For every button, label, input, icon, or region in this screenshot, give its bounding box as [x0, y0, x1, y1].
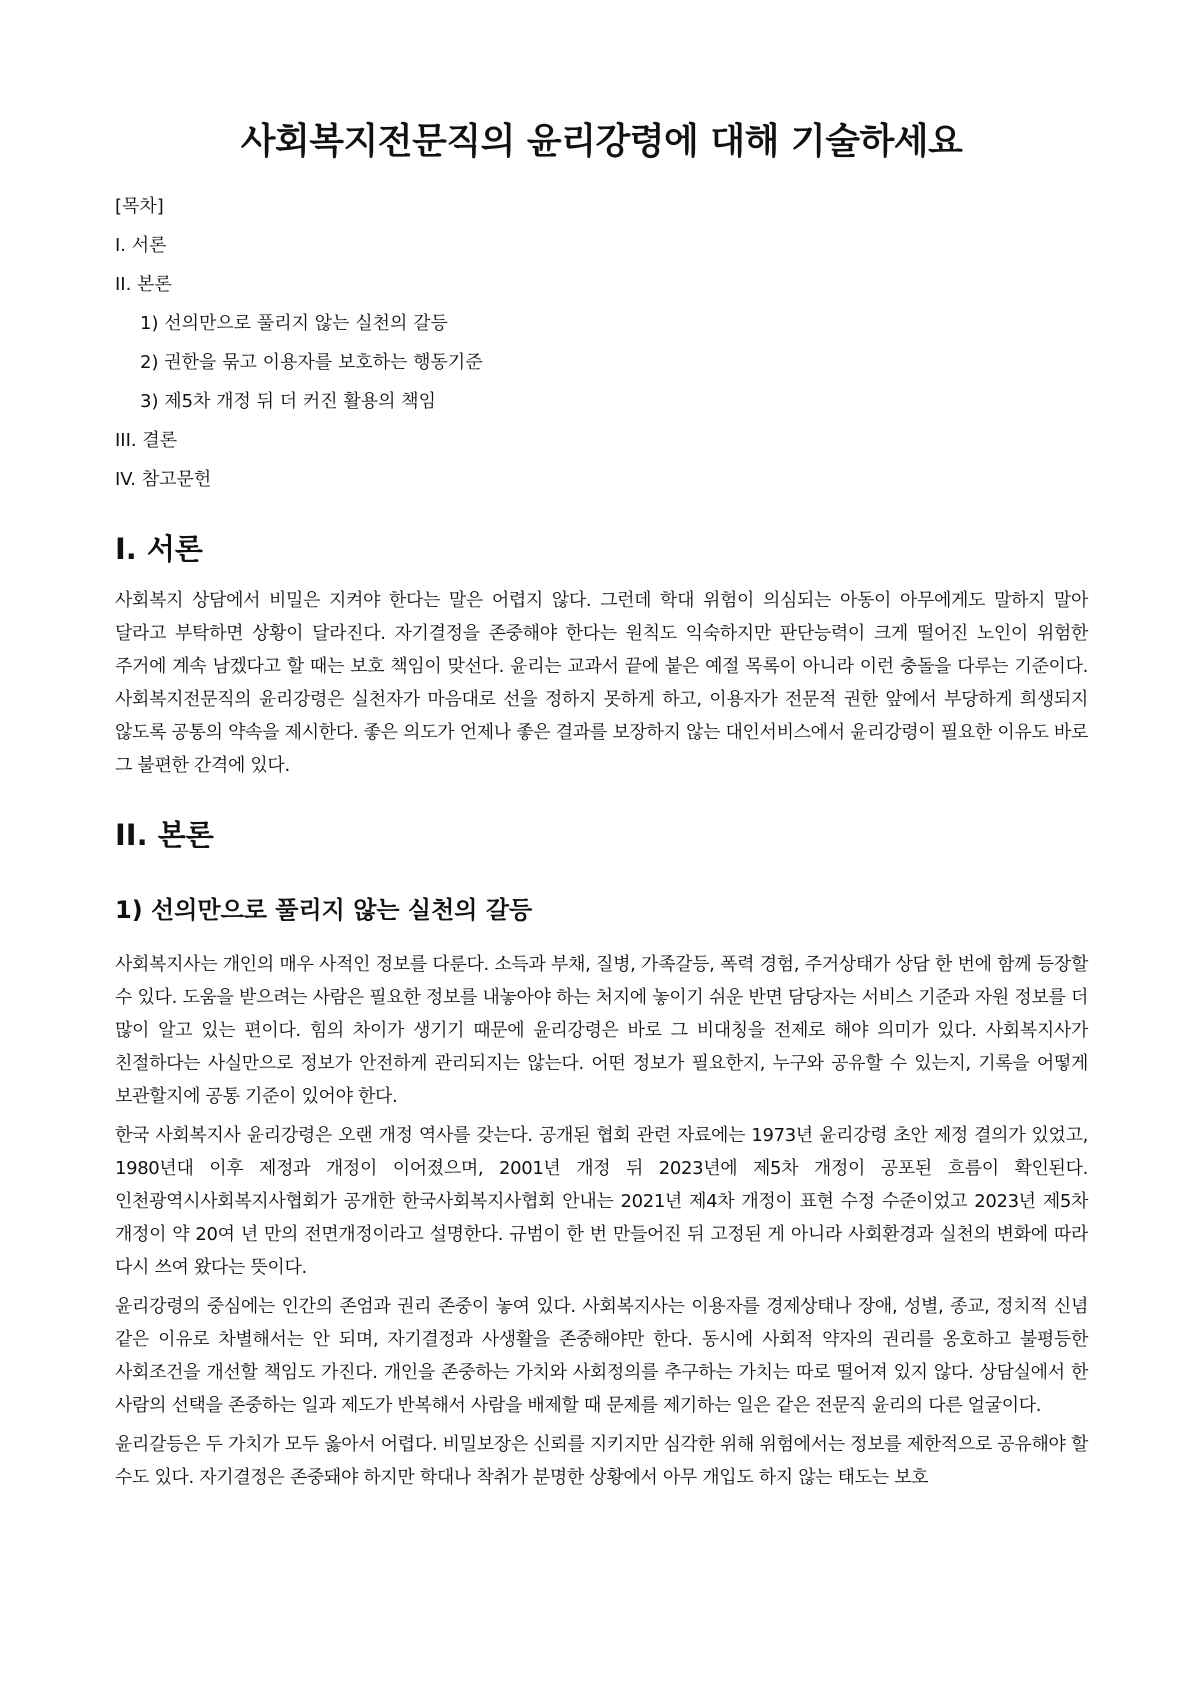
toc-item-body-1: 1) 선의만으로 풀리지 않는 실천의 갈등 — [140, 313, 448, 334]
body-paragraph-1: 사회복지사는 개인의 매우 사적인 정보를 다룬다. 소득과 부채, 질병, 가족갈등, 폭력 경험, 주거상태가 상담 한 번에 함께 등장할 수 있다. 도움을 받으려는 사람은 필요한 정보를 내놓아야 하는 처지에 놓이기 쉬운 반면 담당자는 서비스 기준과 자원 정보를 더 많이 알고 있는 편이다. 힘의 차이가 생기기 때문에 윤리강령은 바로 그 비대칭을 전제로 해야 의미가 있다. 사회복지사가 친절하다는 사실만으로 정보가 안전하게 관리되지는 않는다. 어떤 정보가 필요한지, 누구와 공유할 수 있는지, 기록을 어떻게 보관할지에 공통 기준이 있어야 한다. — [115, 954, 1088, 1107]
body-heading: II. 본론 — [115, 818, 214, 852]
body-paragraph-3: 윤리강령의 중심에는 인간의 존엄과 권리 존중이 놓여 있다. 사회복지사는 이용자를 경제상태나 장애, 성별, 종교, 정치적 신념 같은 이유로 차별해서는 안 되며, 자기결정과 사생활을 존중해야만 한다. 동시에 사회적 약자의 권리를 옹호하고 불평등한 사회조건을 개선할 책임도 가진다. 개인을 존중하는 가치와 사회정의를 추구하는 가치는 따로 떨어져 있지 않다. 상담실에서 한 사람의 선택을 존중하는 일과 제도가 반복해서 사람을 배제할 때 문제를 제기하는 일은 같은 전문직 윤리의 다른 얼굴이다. — [115, 1296, 1088, 1416]
toc-label: [목차] — [115, 196, 164, 217]
toc-item-body-3: 3) 제5차 개정 뒤 더 커진 활용의 책임 — [140, 391, 437, 412]
toc-item-references: IV. 참고문헌 — [115, 469, 212, 490]
table-of-contents — [115, 194, 1088, 492]
document-title: 사회복지전문직의 윤리강령에 대해 기술하세요 — [240, 121, 963, 162]
intro-paragraph: 사회복지 상담에서 비밀은 지켜야 한다는 말은 어렵지 않다. 그런데 학대 위험이 의심되는 아동이 아무에게도 말하지 말아 달라고 부탁하면 상황이 달라진다. 자기결정을 존중해야 한다는 원칙도 익숙하지만 판단능력이 크게 떨어진 노인이 위험한 주거에 계속 남겠다고 할 때는 보호 책임이 맞선다. 윤리는 교과서 끝에 붙은 예절 목록이 아니라 이런 충돌을 다루는 기준이다. 사회복지전문직의 윤리강령은 실천자가 마음대로 선을 정하지 못하게 하고, 이용자가 전문적 권한 앞에서 부당하게 희생되지 않도록 공통의 약속을 제시한다. 좋은 의도가 언제나 좋은 결과를 보장하지 않는 대인서비스에서 윤리강령이 필요한 이유도 바로 그 불편한 간격에 있다. — [115, 590, 1088, 776]
toc-item-conclusion: III. 결론 — [115, 430, 178, 451]
toc-list — [115, 233, 1088, 492]
intro-section — [115, 530, 1088, 782]
toc-item-body: II. 본론 — [115, 274, 172, 295]
body-section — [115, 816, 1088, 1494]
body-subsection-1 — [115, 894, 1088, 1494]
body-paragraph-2: 한국 사회복지사 윤리강령은 오랜 개정 역사를 갖는다. 공개된 협회 관련 자료에는 1973년 윤리강령 초안 제정 결의가 있었고, 1980년대 이후 제정과 개정이 이어졌으며, 2001년 개정 뒤 2023년에 제5차 개정이 공포된 흐름이 확인된다. 인천광역시사회복지사협회가 공개한 한국사회복지사협회 안내는 2021년 제4차 개정이 표현 수정 수준이었고 2023년 제5차 개정이 약 20여 년 만의 전면개정이라고 설명한다. 규범이 한 번 만들어진 뒤 고정된 게 아니라 사회환경과 실천의 변화에 따라 다시 쓰여 왔다는 뜻이다. — [115, 1125, 1088, 1278]
body-paragraph-4: 윤리갈등은 두 가치가 모두 옳아서 어렵다. 비밀보장은 신뢰를 지키지만 심각한 위해 위험에서는 정보를 제한적으로 공유해야 할 수도 있다. 자기결정은 존중돼야 하지만 학대나 착취가 분명한 상황에서 아무 개입도 하지 않는 태도는 보호 — [115, 1434, 1088, 1488]
toc-item-body-2: 2) 권한을 묶고 이용자를 보호하는 행동기준 — [140, 352, 483, 373]
intro-heading: I. 서론 — [115, 532, 203, 566]
subsection-1-heading: 1) 선의만으로 풀리지 않는 실천의 갈등 — [115, 896, 533, 924]
toc-item-intro: I. 서론 — [115, 235, 167, 256]
